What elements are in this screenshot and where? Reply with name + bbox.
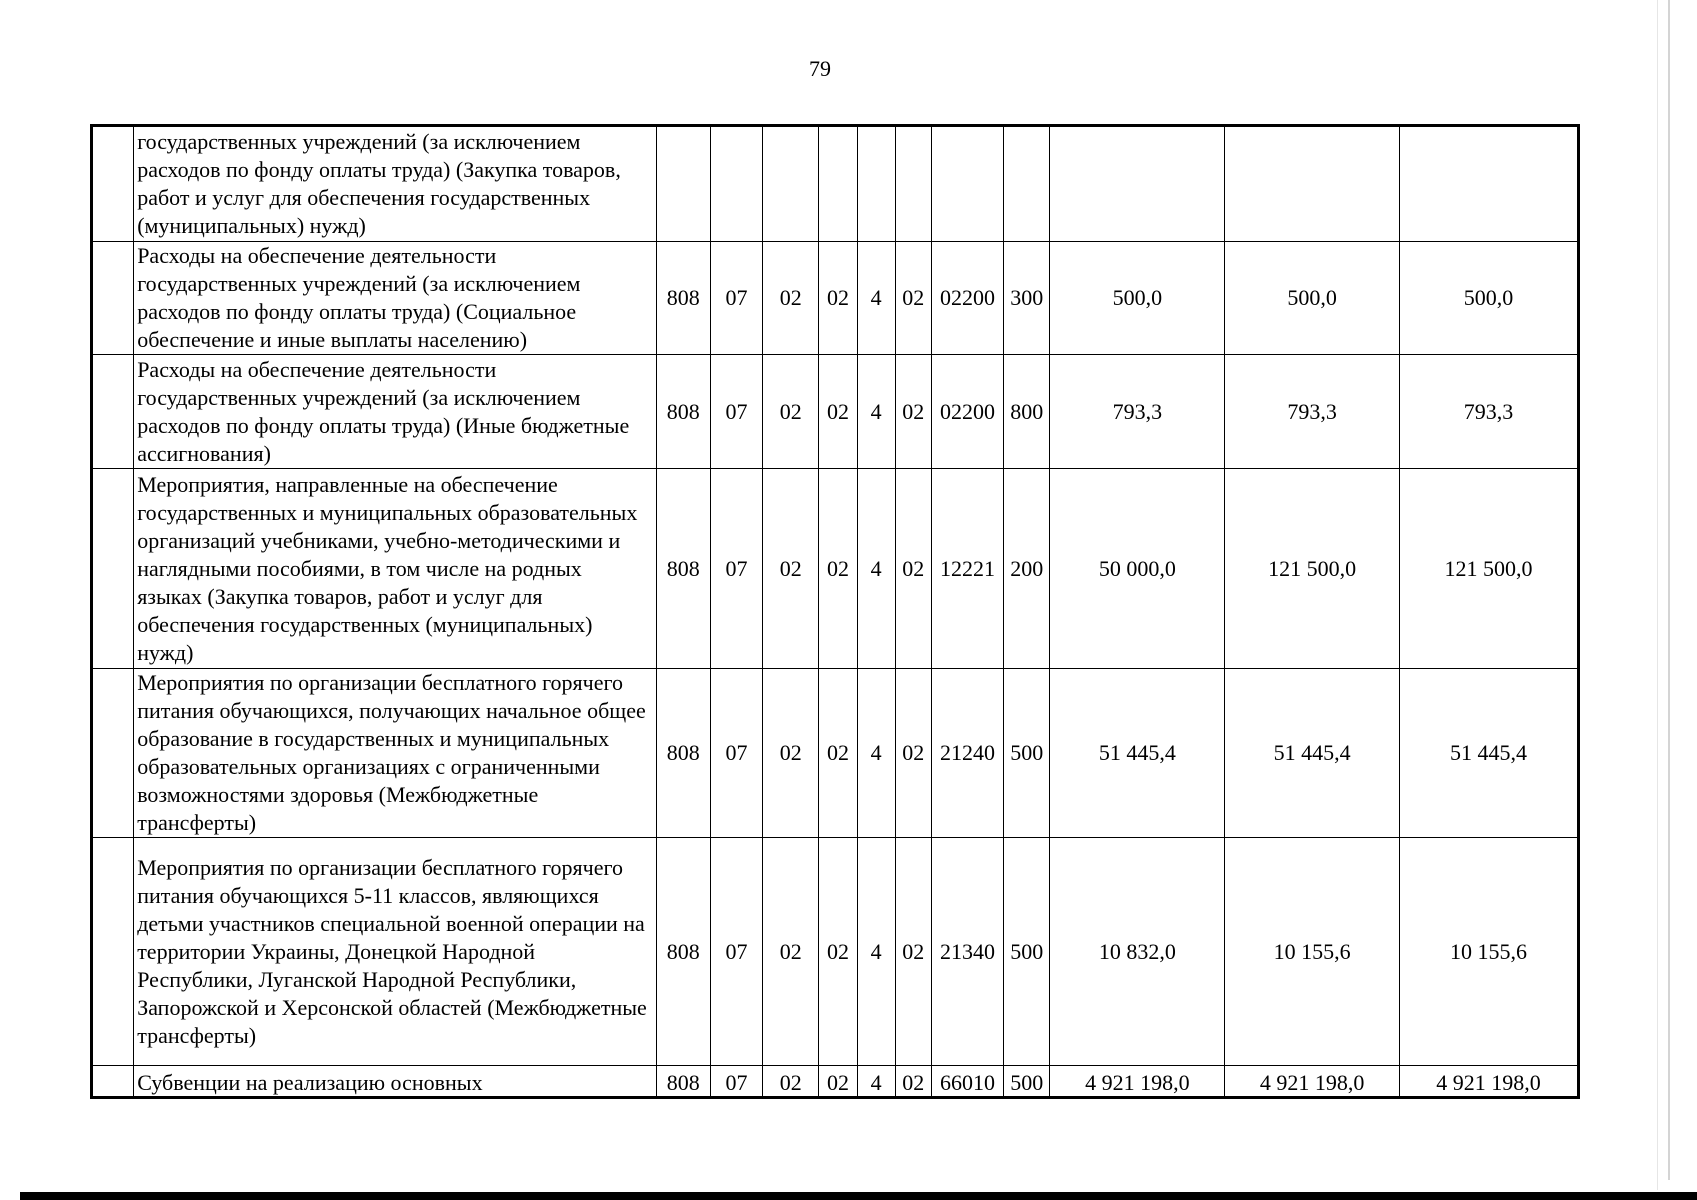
row-number-cell	[92, 355, 134, 469]
code-cell-subsection: 02	[763, 1066, 819, 1098]
code-cell-type: 4	[857, 669, 895, 838]
amount-cell-year3: 4 921 198,0	[1400, 1066, 1579, 1098]
row-number-cell	[92, 242, 134, 355]
code-cell-subsection: 02	[763, 355, 819, 469]
code-cell-type: 4	[857, 469, 895, 669]
amount-cell-year1: 10 832,0	[1050, 838, 1225, 1066]
table-row	[92, 355, 1579, 469]
scan-edge-bar	[20, 1192, 1697, 1200]
amount-cell-year3: 10 155,6	[1400, 838, 1579, 1066]
amount-cell-year1: 51 445,4	[1050, 669, 1225, 838]
table-row	[92, 126, 1579, 242]
code-cell-section: 07	[710, 669, 762, 838]
description-cell: Расходы на обеспечение деятельности государственных учреждений (за исключением расходов по фонду оплаты труда) (Социальное обеспечение и иные выплаты населению)	[134, 242, 656, 355]
code-cell-subsection: 02	[763, 669, 819, 838]
amount-cell-year2: 4 921 198,0	[1225, 1066, 1400, 1098]
code-cell-program: 02	[819, 1066, 857, 1098]
row-number-cell	[92, 126, 134, 242]
description-cell: Мероприятия по организации бесплатного горячего питания обучающихся, получающих начальное общее образование в государственных и муниципальных образовательных организациях с ограниченными возможностями здоровья (Межбюджетные трансферты)	[134, 669, 656, 838]
scan-edge-line	[1668, 0, 1670, 1180]
code-cell-program: 02	[819, 469, 857, 669]
description-cell: государственных учреждений (за исключением расходов по фонду оплаты труда) (Закупка товаров, работ и услуг для обеспечения государственных (муниципальных) нужд)	[134, 126, 656, 242]
row-number-cell	[92, 669, 134, 838]
code-cell-type: 4	[857, 242, 895, 355]
amount-cell-year3: 51 445,4	[1400, 669, 1579, 838]
code-cell-admin: 808	[656, 669, 710, 838]
code-cell-subprogram: 02	[895, 355, 931, 469]
description-cell: Мероприятия, направленные на обеспечение государственных и муниципальных образовательных организаций учебниками, учебно-методическими и наглядными пособиями, в том числе на родных языках (Закупка товаров, работ и услуг для обеспечения государственных (муниципальных) нужд)	[134, 469, 656, 669]
code-cell-expense-type: 500	[1004, 1066, 1050, 1098]
code-cell-subprogram: 02	[895, 242, 931, 355]
row-number-cell	[92, 469, 134, 669]
code-cell-subsection	[763, 126, 819, 242]
code-cell-admin: 808	[656, 838, 710, 1066]
code-cell-expense-type: 800	[1004, 355, 1050, 469]
code-cell-direction: 21340	[931, 838, 1003, 1066]
amount-cell-year1: 793,3	[1050, 355, 1225, 469]
code-cell-subsection: 02	[763, 242, 819, 355]
code-cell-subprogram: 02	[895, 669, 931, 838]
code-cell-type: 4	[857, 1066, 895, 1098]
table-row	[92, 838, 1579, 1066]
code-cell-expense-type	[1004, 126, 1050, 242]
code-cell-admin: 808	[656, 469, 710, 669]
code-cell-expense-type: 200	[1004, 469, 1050, 669]
amount-cell-year2: 10 155,6	[1225, 838, 1400, 1066]
code-cell-program: 02	[819, 355, 857, 469]
code-cell-direction: 12221	[931, 469, 1003, 669]
code-cell-program: 02	[819, 669, 857, 838]
table-row	[92, 242, 1579, 355]
code-cell-program: 02	[819, 838, 857, 1066]
amount-cell-year1: 50 000,0	[1050, 469, 1225, 669]
description-cell: Субвенции на реализацию основных	[134, 1066, 656, 1098]
code-cell-expense-type: 500	[1004, 838, 1050, 1066]
code-cell-subsection: 02	[763, 838, 819, 1066]
amount-cell-year3: 121 500,0	[1400, 469, 1579, 669]
code-cell-admin: 808	[656, 355, 710, 469]
code-cell-subprogram: 02	[895, 838, 931, 1066]
budget-table	[90, 124, 1580, 1099]
amount-cell-year2: 793,3	[1225, 355, 1400, 469]
amount-cell-year1: 500,0	[1050, 242, 1225, 355]
code-cell-direction	[931, 126, 1003, 242]
code-cell-type: 4	[857, 838, 895, 1066]
code-cell-program: 02	[819, 242, 857, 355]
code-cell-subprogram	[895, 126, 931, 242]
code-cell-section: 07	[710, 242, 762, 355]
code-cell-admin: 808	[656, 1066, 710, 1098]
amount-cell-year1: 4 921 198,0	[1050, 1066, 1225, 1098]
code-cell-direction: 02200	[931, 242, 1003, 355]
amount-cell-year2: 51 445,4	[1225, 669, 1400, 838]
code-cell-type	[857, 126, 895, 242]
code-cell-section: 07	[710, 838, 762, 1066]
description-cell: Мероприятия по организации бесплатного горячего питания обучающихся 5-11 классов, являющихся детьми участников специальной военной операции на территории Украины, Донецкой Народной Республики, Луганской Народной Республики, Запорожской и Херсонской областей (Межбюджетные трансферты)	[134, 838, 656, 1066]
row-number-cell	[92, 1066, 134, 1098]
scan-edge-line	[1657, 0, 1658, 1190]
amount-cell-year3: 500,0	[1400, 242, 1579, 355]
code-cell-subsection: 02	[763, 469, 819, 669]
code-cell-section: 07	[710, 1066, 762, 1098]
code-cell-expense-type: 300	[1004, 242, 1050, 355]
amount-cell-year1	[1050, 126, 1225, 242]
code-cell-admin	[656, 126, 710, 242]
amount-cell-year3	[1400, 126, 1579, 242]
code-cell-subprogram: 02	[895, 469, 931, 669]
code-cell-section: 07	[710, 469, 762, 669]
code-cell-section: 07	[710, 355, 762, 469]
code-cell-expense-type: 500	[1004, 669, 1050, 838]
code-cell-type: 4	[857, 355, 895, 469]
code-cell-direction: 21240	[931, 669, 1003, 838]
amount-cell-year2: 121 500,0	[1225, 469, 1400, 669]
code-cell-direction: 66010	[931, 1066, 1003, 1098]
amount-cell-year2: 500,0	[1225, 242, 1400, 355]
code-cell-direction: 02200	[931, 355, 1003, 469]
code-cell-section	[710, 126, 762, 242]
code-cell-subprogram: 02	[895, 1066, 931, 1098]
table-row	[92, 1066, 1579, 1098]
table-row	[92, 469, 1579, 669]
code-cell-admin: 808	[656, 242, 710, 355]
amount-cell-year2	[1225, 126, 1400, 242]
row-number-cell	[92, 838, 134, 1066]
code-cell-program	[819, 126, 857, 242]
page-number: 79	[809, 56, 831, 81]
description-cell: Расходы на обеспечение деятельности государственных учреждений (за исключением расходов по фонду оплаты труда) (Иные бюджетные ассигнования)	[134, 355, 656, 469]
amount-cell-year3: 793,3	[1400, 355, 1579, 469]
table-row	[92, 669, 1579, 838]
